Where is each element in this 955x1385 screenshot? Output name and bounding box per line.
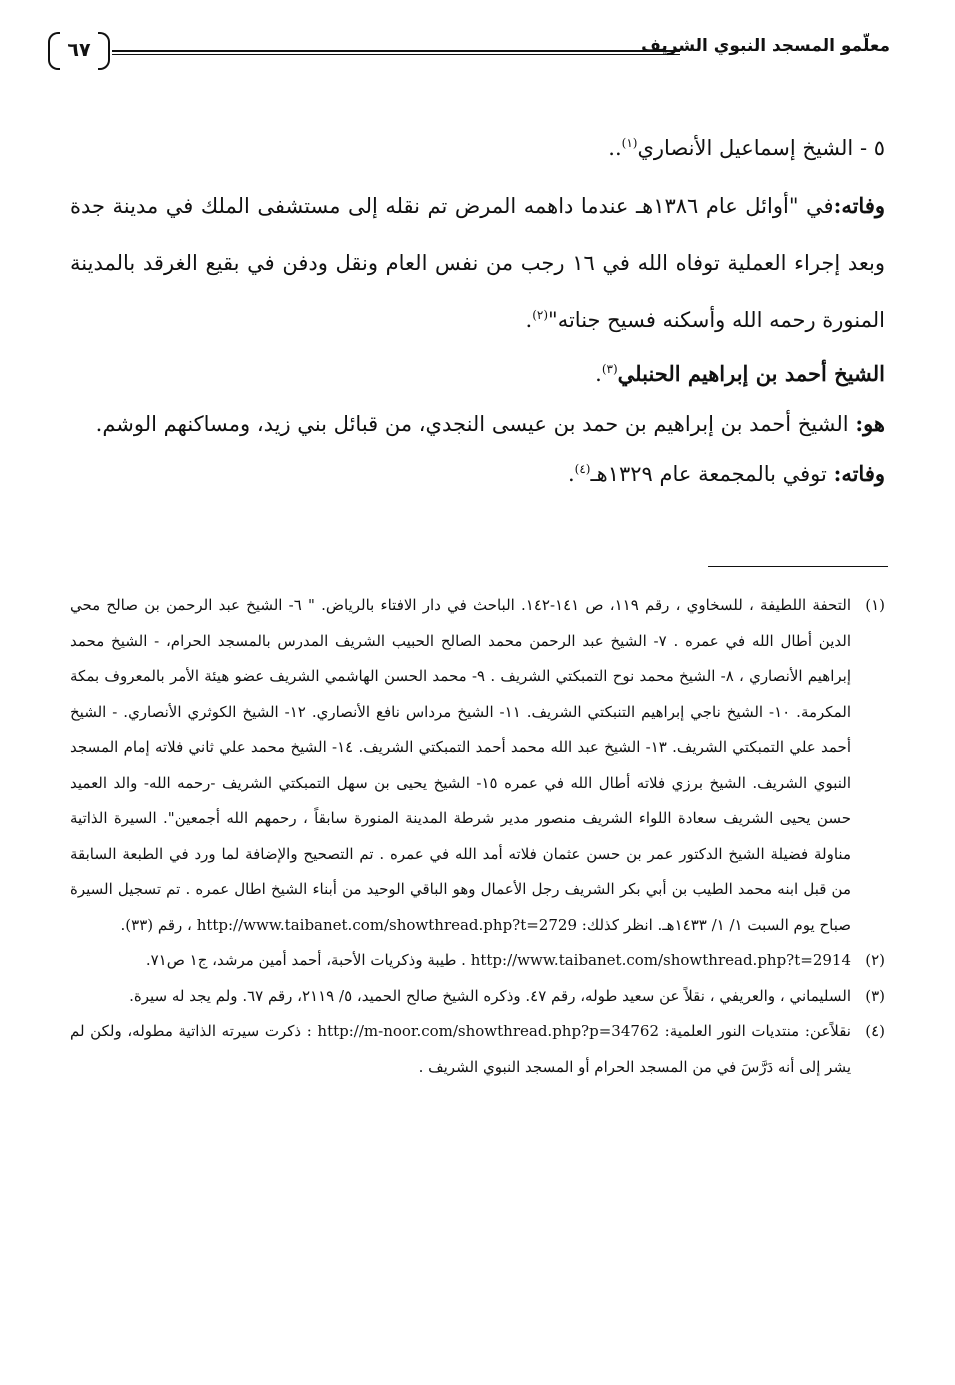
footnote-4-text: : ذكرت سيرته الذاتية مطوله، ولكن لم يشر إلى أنه دَرَّسَ في من المسجد الحرام أو المسجد النبوي الشريف . — [70, 1022, 851, 1076]
footnote-ref-1: (١) — [621, 136, 638, 150]
item5-heading-line — [70, 120, 885, 177]
footnote-2-link[interactable]: http://www.taibanet.com/showthread.php?t=2914 — [470, 951, 851, 969]
huwa-text: الشيخ أحمد بن إبراهيم بن حمد بن عيسى النجدي، من قبائل بني زيد، ومساكنهم الوشم. — [95, 412, 849, 436]
death-tail: . — [525, 308, 533, 332]
footnote-1-number: (١) — [865, 596, 885, 614]
footnote-2-number: (٢) — [865, 951, 885, 969]
death-paragraph — [70, 177, 885, 349]
footnote-ref-2: (٢) — [532, 308, 549, 322]
page-number: ٦٧ — [48, 30, 110, 70]
footnote-1-tail: ، رقم (٣٣). — [120, 915, 192, 934]
death2-tail: . — [567, 462, 575, 486]
footnote-4-number: (٤) — [865, 1022, 885, 1040]
footnote-4-link[interactable]: http://m-noor.com/showthread.php?p=34762 — [317, 1022, 659, 1040]
footnote-ref-3: (٣) — [601, 362, 618, 376]
hanbali-heading: الشيخ أحمد بن إبراهيم الحنبلي — [617, 361, 885, 386]
footnote-4-prefix: نقلاًعن: منتديات النور العلمية: — [664, 1022, 851, 1040]
footnote-3-text: السليماني ، والعريفي ، نقلاً عن سعيد طوله، رقم ٤٧. وذكره الشيخ صالح الحميد، ٥/ ٢١١٩، رقم ٦٧. ولم يجد له سيرة. — [129, 986, 851, 1005]
death-text: في "أوائل عام ١٣٨٦هـ عندما داهمه المرض تم نقله إلى مستشفى الملك في مدينة جدة وبعد إجراء العملية توفاه الله في ١٦ رجب من نفس العام ونقل ودفن في بقيع الغرقد بالمدينة المنورة رحمه الله وأسكنه فسيح جناته" — [70, 194, 886, 332]
main-text — [70, 120, 885, 499]
footnote-ref-4: (٤) — [574, 462, 591, 476]
footnote-1 — [70, 588, 885, 943]
huwa-paragraph — [70, 399, 885, 449]
page-header — [40, 28, 890, 76]
footnote-1-link[interactable]: http://www.taibanet.com/showthread.php?t=2729 — [196, 915, 577, 934]
header-rule — [112, 50, 680, 55]
hanbali-tail: . — [595, 362, 602, 386]
footnote-3-number: (٣) — [865, 986, 885, 1005]
footnote-3 — [70, 979, 885, 1015]
footnote-separator — [708, 566, 888, 567]
footnotes — [70, 588, 885, 1085]
item5-tail: .. — [608, 136, 622, 160]
footnote-2 — [70, 943, 885, 979]
item5-heading: ٥ - الشيخ إسماعيل الأنصاري — [637, 136, 885, 160]
footnote-2-text: . طيبة وذكريات الأحبة، أحمد أمين مرشد، ج١ ص٧١. — [145, 951, 466, 969]
footnote-1-text: التحفة اللطيفة ، للسخاوي ، رقم ١١٩، ص ١٤١-١٤٢. الباحث في دار الافتاء بالرياض. " ٦- الشيخ عبد الرحمن بن صالح محي الدين أطال الله في عمره . ٧- الشيخ عبد الرحمن محمد الصالح الحبيب الشريف المدرس بالمسجد الحرام، - الشيخ محمد إبراهيم الأنصاري ، ٨- الشيخ محمد نوح التمبكتي الشريف . ٩- محمد الحسن الهاشمي الشريف عضو هيئة الأمر بالمعروف بمكة المكرمة. ١٠- الشيخ ناجي إبراهيم التنبكتي الشريف. ١١- الشيخ مرداس نافع الأنصاري. ١٢- الشيخ الكوثري الأنصاري. - الشيخ أحمد علي التمبكتي الشريف. ١٣- الشيخ عبد الله محمد أحمد التمبكتي الشريف. ١٤- الشيخ محمد علي ثاني فلاته إمام المسجد النبوي الشريف. الشيخ برزي فلاته أطال الله في عمره ١٥- الشيخ يحيى بن سهل التمبكتي الشريف -رحمه الله- والد العميد حسن يحيى الشريف سعادة اللواء الشريف منصور مدير شرطة المدينة المنورة سابقاً ، رحمهم الله أجمعين". السيرة الذاتية مناولة فضيلة الشيخ الدكتور عمر بن حسن عثمان فلاته أمد الله في عمره . تم التصحيح والإضافة لما ورد في الطبعة السابقة من قبل ابنه محمد الطيب بن أبي بكر الشريف رجل الأعمال وهو الباقي الوحيد من أبناء الشيخ اطال عمره . تم تسجيل السيرة صباح يوم السبت ١/ ١/ ١٤٣٣هـ. انظر كذلك: — [70, 596, 852, 934]
death2-paragraph — [70, 449, 885, 499]
running-title: معلّمو المسجد النبوي الشريف — [641, 36, 890, 56]
huwa-label: هو: — [855, 411, 885, 436]
footnote-4 — [70, 1014, 885, 1085]
hanbali-heading-line — [70, 349, 885, 399]
death2-text: توفي بالمجمعة عام ١٣٢٩هـ — [590, 462, 827, 486]
death-label: وفاته: — [833, 193, 885, 218]
death2-label: وفاته: — [833, 461, 885, 486]
